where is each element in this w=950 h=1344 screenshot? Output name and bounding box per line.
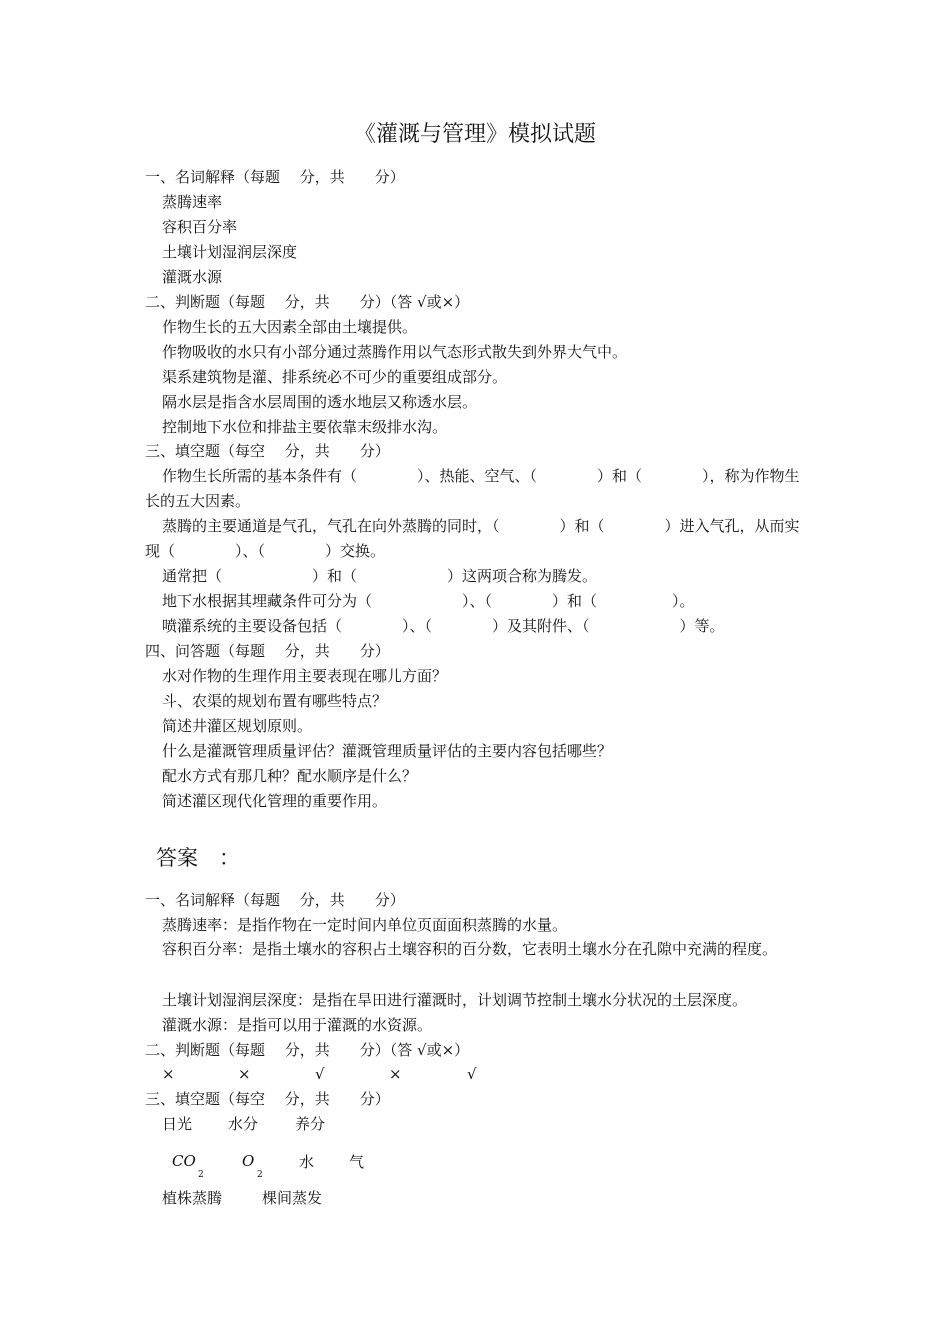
answer-item: 土壤计划湿润层深度：是指在旱田进行灌溉时，计划调节控制土壤水分状况的土层深度。 — [162, 991, 748, 1009]
question-item: 作物生长的五大因素全部由土壤提供。 — [162, 318, 418, 336]
question-item: 作物生长所需的基本条件有（ ）、热能、空气、（ ）和（ ），称为作物生长的五大因素。 — [145, 467, 800, 510]
answer-fill: 养分 — [295, 1115, 326, 1133]
section-heading-qa: 四、问答题（每题 分，共 分） — [145, 642, 390, 660]
answer-section-heading: 二、判断题（每题 分，共 分）（答 √或×） — [145, 1041, 470, 1059]
question-item: 斗、农渠的规划布置有哪些特点？ — [162, 692, 388, 710]
answer-fill-o2: O — [242, 1152, 255, 1170]
answer-fill: 气 — [349, 1153, 365, 1171]
question-item: 控制地下水位和排盐主要依靠末级排水沟。 — [162, 418, 448, 436]
question-item: 配水方式有那几种？配水顺序是什么？ — [162, 767, 418, 785]
answers-heading: 答案 ： — [156, 846, 240, 870]
answer-section-heading: 一、名词解释（每题 分，共 分） — [145, 891, 405, 909]
answer-fill: 植株蒸腾 — [162, 1189, 223, 1207]
question-item: 灌溉水源 — [162, 268, 223, 286]
answer-item: 蒸腾速率：是指作物在一定时间内单位页面面积蒸腾的水量。 — [162, 916, 568, 934]
answer-mark: √ — [315, 1065, 325, 1083]
section-heading-fill: 三、填空题（每空 分，共 分） — [145, 442, 390, 460]
answer-fill: 水 — [299, 1153, 315, 1171]
question-item: 简述井灌区规划原则。 — [162, 717, 313, 735]
answer-mark: √ — [467, 1065, 477, 1083]
answer-item: 容积百分率：是指土壤水的容积占土壤容积的百分数，它表明土壤水分在孔隙中充满的程度。 — [162, 940, 778, 958]
answer-item: 灌溉水源：是指可以用于灌溉的水资源。 — [162, 1016, 433, 1034]
question-item: 隔水层是指含水层周围的透水地层又称透水层。 — [162, 393, 478, 411]
section-heading-judgement: 二、判断题（每题 分，共 分）（答 √或×） — [145, 293, 470, 311]
answer-section-heading: 三、填空题（每空 分，共 分） — [145, 1090, 390, 1108]
answer-fill: 水分 — [228, 1115, 259, 1133]
question-item: 蒸腾的主要通道是气孔，气孔在向外蒸腾的同时，（ ）和（ ）进入气孔，从而实现（ ）、（ ）交换。 — [145, 517, 800, 560]
question-item: 土壤计划湿润层深度 — [162, 243, 298, 261]
question-item: 蒸腾速率 — [162, 193, 223, 211]
question-item: 容积百分率 — [162, 218, 238, 236]
document-title: 《灌溉与管理》模拟试题 — [353, 122, 596, 147]
answer-mark: × — [238, 1065, 251, 1083]
subscript: 2 — [257, 1170, 263, 1180]
question-item: 水对作物的生理作用主要表现在哪儿方面？ — [162, 667, 448, 685]
question-item: 什么是灌溉管理质量评估？灌溉管理质量评估的主要内容包括哪些？ — [162, 742, 613, 760]
section-heading-terms: 一、名词解释（每题 分，共 分） — [145, 168, 405, 186]
question-item: 喷灌系统的主要设备包括（ ）、（ ）及其附件、（ ）等。 — [162, 617, 725, 635]
question-item: 地下水根据其埋藏条件可分为（ ）、（ ）和（ ）。 — [162, 592, 695, 610]
question-item: 通常把（ ）和（ ）这两项合称为腾发。 — [162, 567, 598, 585]
answer-fill: 日光 — [162, 1115, 193, 1133]
question-item: 简述灌区现代化管理的重要作用。 — [162, 792, 388, 810]
answer-fill: 棵间蒸发 — [262, 1189, 323, 1207]
question-item: 渠系建筑物是灌、排系统必不可少的重要组成部分。 — [162, 368, 508, 386]
answer-mark: × — [389, 1065, 402, 1083]
question-item: 作物吸收的水只有小部分通过蒸腾作用以气态形式散失到外界大气中。 — [162, 343, 628, 361]
answer-fill-co2: CO — [172, 1152, 196, 1170]
subscript: 2 — [198, 1170, 204, 1180]
answer-mark: × — [162, 1065, 175, 1083]
